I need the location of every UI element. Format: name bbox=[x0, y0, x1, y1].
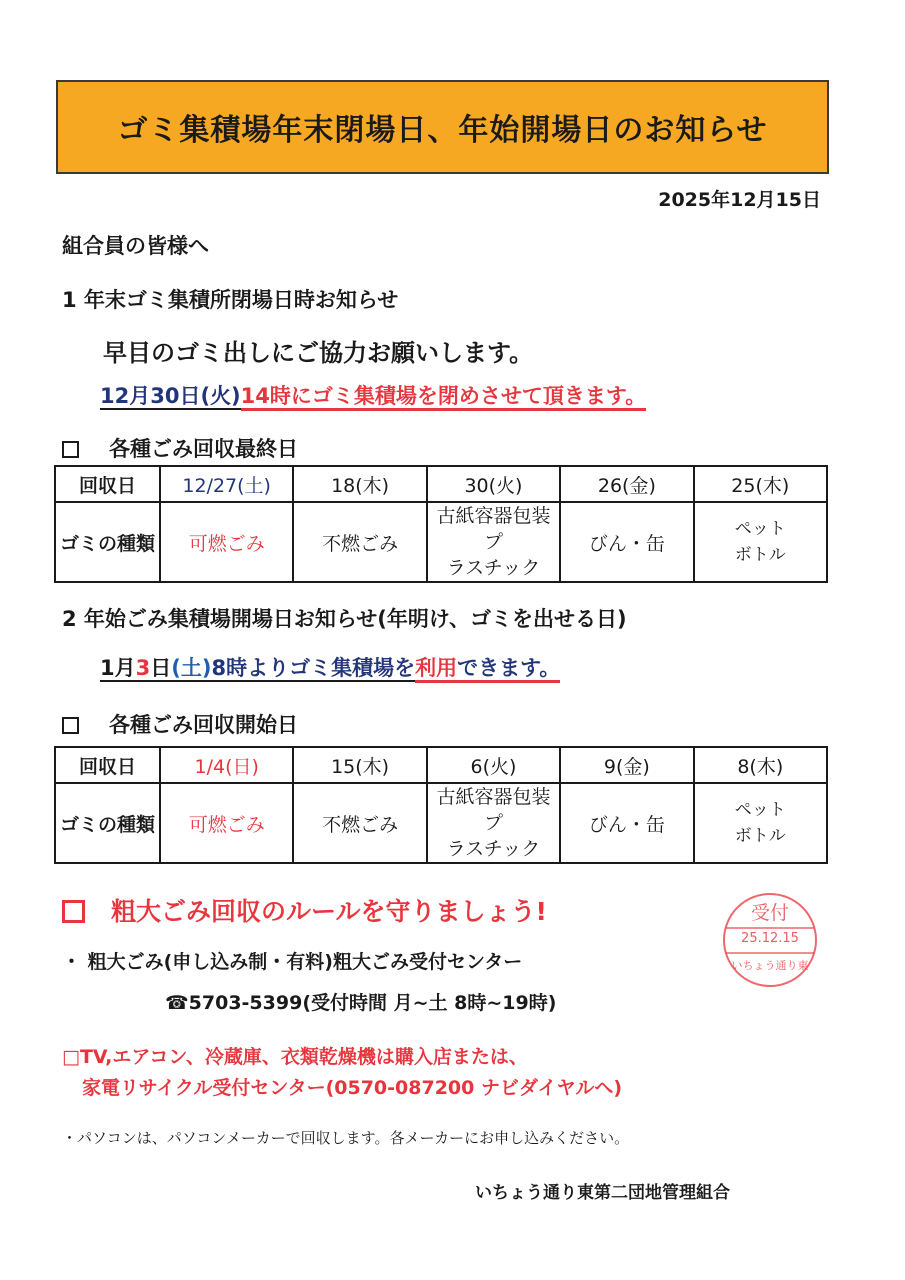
opening-use: 利用 bbox=[415, 656, 457, 683]
cell-line: ボトル bbox=[734, 545, 786, 565]
table-cell: 25(木) bbox=[694, 466, 827, 502]
section1-notice bbox=[100, 380, 646, 410]
first-collection-table bbox=[54, 746, 828, 864]
appliance-line1: □TV,エアコン、冷蔵庫、衣類乾燥機は購入店または、 bbox=[62, 1046, 528, 1068]
table-cell bbox=[427, 502, 560, 582]
opening-day-suffix: 日 bbox=[150, 656, 172, 680]
table-cell: 1/4(日) bbox=[160, 747, 293, 783]
stamp-top: 受付 bbox=[750, 902, 789, 924]
section2-heading: 2 年始ごみ集積場開場日お知らせ(年明け、ゴミを出せる日) bbox=[62, 607, 627, 631]
greeting: 組合員の皆様へ bbox=[62, 234, 209, 258]
cell-line: ボトル bbox=[734, 826, 786, 846]
page-title: ゴミ集積場年末閉場日、年始開場日のお知らせ bbox=[117, 113, 768, 148]
table-cell: 30(火) bbox=[427, 466, 560, 502]
cell-line: 古紙容器包装プ bbox=[436, 505, 551, 553]
table-cell: びん・缶 bbox=[560, 783, 693, 863]
row-label: ゴミの種類 bbox=[55, 502, 160, 582]
table-cell: 不燃ごみ bbox=[293, 783, 426, 863]
checkbox-icon bbox=[62, 900, 85, 923]
table-row bbox=[55, 783, 827, 863]
appliance-line2: 家電リサイクル受付センター(0570-087200 ナビダイヤルへ) bbox=[82, 1077, 623, 1099]
row-label: 回収日 bbox=[55, 466, 160, 502]
closing-time: 14時にゴミ集積場を閉めさせて頂きます。 bbox=[241, 384, 647, 411]
cell-line: 古紙容器包装プ bbox=[436, 786, 551, 834]
footer-organization: いちょう通り東第二団地管理組合 bbox=[475, 1183, 730, 1203]
received-stamp bbox=[720, 890, 820, 990]
table-cell: 12/27(土) bbox=[160, 466, 293, 502]
opening-weekday: (土) bbox=[171, 656, 212, 680]
cell-line: ペット bbox=[734, 519, 786, 539]
title-banner bbox=[56, 80, 829, 174]
pc-note: ・パソコンは、パソコンメーカーで回収します。各メーカーにお申し込みください。 bbox=[62, 1129, 630, 1147]
section2-notice bbox=[100, 652, 560, 682]
bulky-heading bbox=[62, 892, 547, 928]
cell-line: ペット bbox=[734, 800, 786, 820]
table1-heading bbox=[62, 433, 298, 463]
notice-date: 2025年12月15日 bbox=[658, 189, 821, 211]
checkbox-icon bbox=[62, 441, 79, 458]
opening-day: 3 bbox=[135, 656, 151, 680]
table-cell: 8(木) bbox=[694, 747, 827, 783]
cell-line: ラスチック bbox=[446, 838, 541, 860]
stamp-name: いちょう通り東 bbox=[731, 959, 809, 972]
last-collection-table bbox=[54, 465, 828, 583]
table-cell bbox=[694, 783, 827, 863]
table-cell: 18(木) bbox=[293, 466, 426, 502]
table-cell: 可燃ごみ bbox=[160, 502, 293, 582]
row-label: 回収日 bbox=[55, 747, 160, 783]
table-cell: びん・缶 bbox=[560, 502, 693, 582]
table-cell: 15(木) bbox=[293, 747, 426, 783]
table-row bbox=[55, 747, 827, 783]
table-cell bbox=[694, 502, 827, 582]
table-cell bbox=[427, 783, 560, 863]
table2-heading bbox=[62, 709, 298, 739]
row-label: ゴミの種類 bbox=[55, 783, 160, 863]
bulky-line1: ・ 粗大ごみ(申し込み制・有料)粗大ごみ受付センター bbox=[62, 951, 523, 973]
table-row bbox=[55, 502, 827, 582]
section1-heading: 1 年末ゴミ集積所閉場日時お知らせ bbox=[62, 288, 399, 312]
opening-month: 1月 bbox=[100, 656, 136, 680]
table-cell: 6(火) bbox=[427, 747, 560, 783]
table-cell: 不燃ごみ bbox=[293, 502, 426, 582]
section1-subtitle: 早目のゴミ出しにご協力お願いします。 bbox=[103, 339, 534, 367]
bulky-heading-text: 粗大ごみ回収のルールを守りましょう! bbox=[111, 897, 547, 926]
table-row bbox=[55, 466, 827, 502]
table-cell: 9(金) bbox=[560, 747, 693, 783]
closing-date: 12月30日(火) bbox=[100, 384, 241, 408]
stamp-date: 25.12.15 bbox=[741, 931, 799, 946]
table1-heading-text: 各種ごみ回収最終日 bbox=[109, 437, 298, 461]
opening-time: 8時よりゴミ集積場を bbox=[211, 656, 416, 680]
cell-line: ラスチック bbox=[446, 557, 541, 579]
table-cell: 26(金) bbox=[560, 466, 693, 502]
opening-end: できます。 bbox=[457, 656, 560, 683]
checkbox-icon bbox=[62, 717, 79, 734]
table2-heading-text: 各種ごみ回収開始日 bbox=[109, 713, 298, 737]
table-cell: 可燃ごみ bbox=[160, 783, 293, 863]
bulky-phone: ☎5703-5399(受付時間 月~土 8時~19時) bbox=[165, 992, 557, 1014]
